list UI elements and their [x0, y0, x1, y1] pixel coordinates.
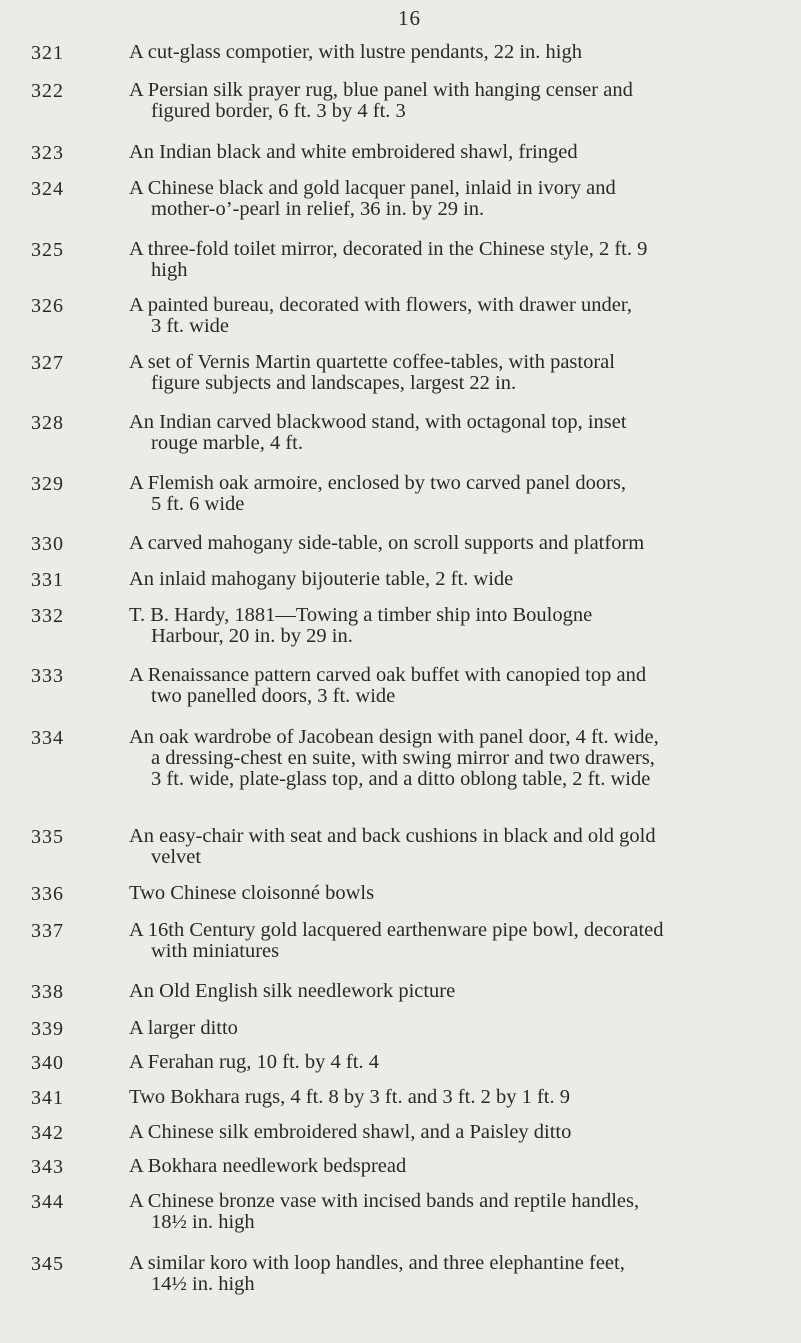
lot-description-line: An Indian black and white embroidered shawl, fringed [129, 141, 578, 163]
lot-description [129, 295, 789, 337]
lot-number: 333 [31, 665, 64, 687]
lot-description-line: A Persian silk prayer rug, blue panel with hanging censer and [129, 79, 633, 101]
lot-description [129, 1018, 789, 1039]
lot-number: 340 [31, 1052, 64, 1074]
lot-number: 323 [31, 142, 64, 164]
lot-description-line: high [151, 259, 188, 281]
lot-description-line: figure subjects and landscapes, largest 22 in. [151, 372, 517, 394]
lot-description-line: figured border, 6 ft. 3 by 4 ft. 3 [151, 100, 406, 122]
lot-description-line: A Chinese black and gold lacquer panel, inlaid in ivory and [129, 177, 616, 199]
lot-description [129, 42, 789, 63]
lot-description [129, 981, 789, 1002]
lot-description-line: A similar koro with loop handles, and three elephantine feet, [129, 1252, 625, 1274]
lot-description-line: velvet [151, 846, 202, 868]
lot-description [129, 352, 789, 394]
lot-description [129, 178, 789, 220]
lot-number: 327 [31, 352, 64, 374]
lot-description-line: A Ferahan rug, 10 ft. by 4 ft. 4 [129, 1051, 379, 1073]
lot-description [129, 1087, 789, 1108]
lot-number: 334 [31, 727, 64, 749]
lot-description [129, 727, 789, 790]
lot-description-line: A Bokhara needlework bedspread [129, 1155, 407, 1177]
lot-number: 326 [31, 295, 64, 317]
lot-description [129, 665, 789, 707]
lot-description [129, 142, 789, 163]
lot-description [129, 1253, 789, 1295]
lot-number: 343 [31, 1156, 64, 1178]
lot-number: 341 [31, 1087, 64, 1109]
lot-description [129, 1191, 789, 1233]
lot-description-line: a dressing-chest en suite, with swing mirror and two drawers, [151, 747, 655, 769]
lot-description-line: A 16th Century gold lacquered earthenware pipe bowl, decorated [129, 919, 664, 941]
lot-description-line: T. B. Hardy, 1881—Towing a timber ship into Boulogne [129, 604, 593, 626]
lot-description-line: Harbour, 20 in. by 29 in. [151, 625, 353, 647]
lot-description-line: 14½ in. high [151, 1273, 255, 1295]
lot-description-line: An easy-chair with seat and back cushions in black and old gold [129, 825, 656, 847]
lot-description-line: Two Bokhara rugs, 4 ft. 8 by 3 ft. and 3 ft. 2 by 1 ft. 9 [129, 1086, 570, 1108]
lot-description-line: two panelled doors, 3 ft. wide [151, 685, 396, 707]
lot-description [129, 826, 789, 868]
lot-description-line: A larger ditto [129, 1017, 238, 1039]
lot-description-line: A cut-glass compotier, with lustre pendants, 22 in. high [129, 41, 582, 63]
lot-description [129, 473, 789, 515]
lot-description-line: An oak wardrobe of Jacobean design with panel door, 4 ft. wide, [129, 726, 659, 748]
lot-description-line: mother-o’-pearl in relief, 36 in. by 29 in. [151, 198, 485, 220]
lot-number: 330 [31, 533, 64, 555]
lot-number: 329 [31, 473, 64, 495]
lot-description [129, 883, 789, 904]
lot-description-line: 5 ft. 6 wide [151, 493, 245, 515]
lot-description-line: A Renaissance pattern carved oak buffet with canopied top and [129, 664, 647, 686]
lot-description-line: A set of Vernis Martin quartette coffee-tables, with pastoral [129, 351, 615, 373]
lot-description [129, 80, 789, 122]
lot-number: 331 [31, 569, 64, 591]
lot-description-line: A three-fold toilet mirror, decorated in the Chinese style, 2 ft. 9 [129, 238, 648, 260]
lot-number: 345 [31, 1253, 64, 1275]
lot-number: 335 [31, 826, 64, 848]
lot-description [129, 569, 789, 590]
lot-number: 342 [31, 1122, 64, 1144]
lot-description [129, 605, 789, 647]
lot-number: 328 [31, 412, 64, 434]
lot-number: 332 [31, 605, 64, 627]
lot-description [129, 1156, 789, 1177]
lot-description-line: A painted bureau, decorated with flowers, with drawer under, [129, 294, 632, 316]
lot-number: 336 [31, 883, 64, 905]
lot-number: 338 [31, 981, 64, 1003]
lot-number: 325 [31, 239, 64, 261]
lot-description [129, 920, 789, 962]
lot-number: 322 [31, 80, 64, 102]
lot-number: 324 [31, 178, 64, 200]
lot-description-line: 18½ in. high [151, 1211, 255, 1233]
lot-description-line: 3 ft. wide [151, 315, 229, 337]
lot-description-line: rouge marble, 4 ft. [151, 432, 303, 454]
lot-number: 344 [31, 1191, 64, 1213]
lot-description-line: A Chinese silk embroidered shawl, and a Paisley ditto [129, 1121, 572, 1143]
lot-description-line: 3 ft. wide, plate-glass top, and a ditto oblong table, 2 ft. wide [151, 768, 651, 790]
lot-description-line: A carved mahogany side-table, on scroll supports and platform [129, 532, 645, 554]
lot-number: 321 [31, 42, 64, 64]
lot-number: 339 [31, 1018, 64, 1040]
lot-description [129, 239, 789, 281]
lot-description [129, 1052, 789, 1073]
lot-description [129, 412, 789, 454]
lot-description-line: An Old English silk needlework picture [129, 980, 456, 1002]
page-number: 16 [398, 6, 421, 30]
lot-description-line: An inlaid mahogany bijouterie table, 2 ft. wide [129, 568, 514, 590]
lot-description-line: A Chinese bronze vase with incised bands and reptile handles, [129, 1190, 640, 1212]
lot-description-line: An Indian carved blackwood stand, with octagonal top, inset [129, 411, 627, 433]
lot-description [129, 1122, 789, 1143]
lot-description [129, 533, 789, 554]
lot-number: 337 [31, 920, 64, 942]
lot-description-line: Two Chinese cloisonné bowls [129, 882, 375, 904]
lot-description-line: A Flemish oak armoire, enclosed by two carved panel doors, [129, 472, 626, 494]
lot-description-line: with miniatures [151, 940, 280, 962]
